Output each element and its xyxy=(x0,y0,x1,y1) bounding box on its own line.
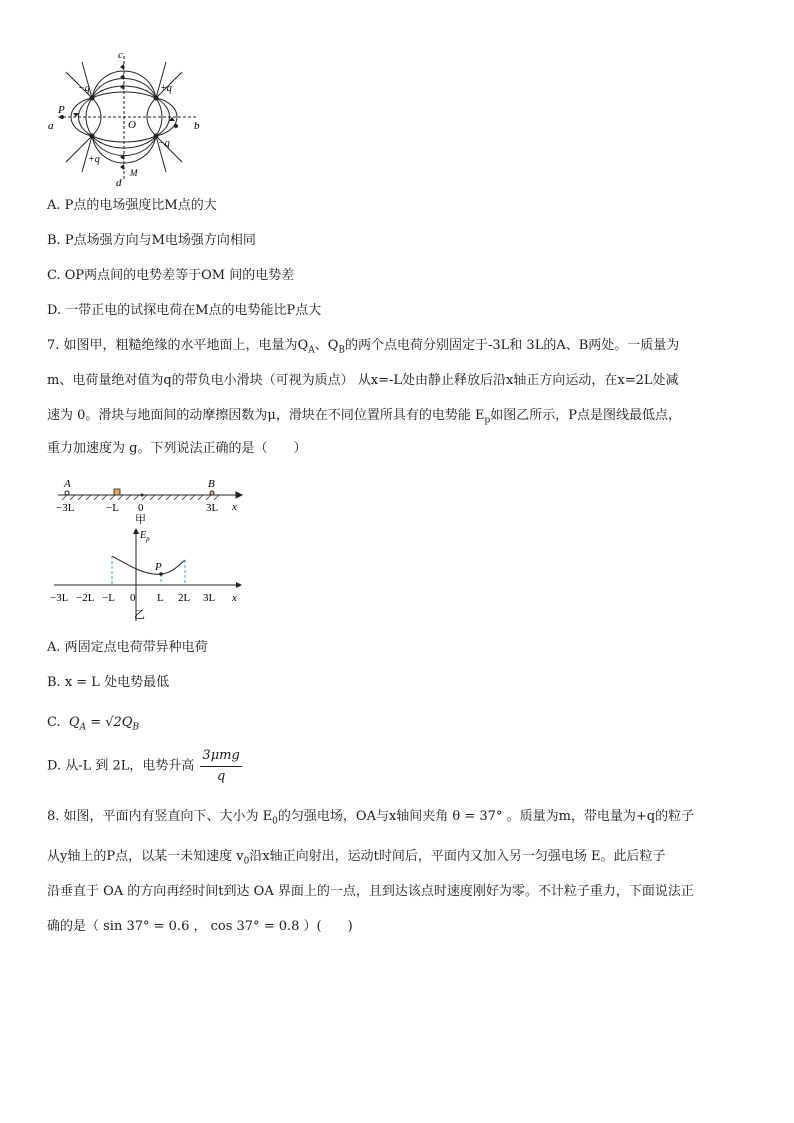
fig-yi-tick: 3L xyxy=(203,592,216,604)
fig-yi-axis-x: x xyxy=(232,592,237,604)
field-line-figure xyxy=(44,48,214,193)
label-q-br: −q xyxy=(158,138,170,149)
label-q-tr: +q xyxy=(160,83,172,94)
label-b: b xyxy=(194,120,200,132)
label-M: M xyxy=(130,168,138,178)
fig-yi-tick: 2L xyxy=(178,592,191,604)
fig-jia-tick: −L xyxy=(106,502,119,514)
q8-stem-line1: 8. 如图，平面内有竖直向下、大小为 $E_0$的匀强电场，OA与x轴间夹角 θ = 37° 。质量为m，带电量为+q的粒子 xyxy=(47,809,695,827)
fig-jia-label-A: A xyxy=(64,478,71,490)
q6-option-d: D. 一带正电的试探电荷在M点的电势能比P点大 xyxy=(47,303,322,318)
fig-jia-tick: −3L xyxy=(56,502,75,514)
figure-yi xyxy=(50,526,250,626)
fig-yi-tick: −2L xyxy=(76,592,95,604)
q7-option-d: D. 从-L 到 2L，电势升高 $\frac{\text{3μmg}}{q}$ xyxy=(47,746,242,787)
label-P: P xyxy=(58,104,65,116)
fig-jia-axis-x: x xyxy=(232,501,237,513)
q7-option-b: B. x = L 处电势最低 xyxy=(47,675,170,690)
q7-stem-line2: m、电荷量绝对值为q的带负电小滑块（可视为质点） 从x=-L处由静止释放后沿x轴正方向运动，在x=2L处减 xyxy=(47,373,679,388)
q7-stem-line3: 速为 0。滑块与地面间的动摩擦因数为μ，滑块在不同位置所具有的电势能 $E_p$如图乙所示，P点是图线最低点， xyxy=(47,408,681,426)
q7-stem-line1: 7. 如图甲，粗糙绝缘的水平地面上，电量为$Q_A$、$Q_B$的两个点电荷分别固定于-3L和 3L的A、B两处。一质量为 xyxy=(47,338,680,356)
label-q-tl: −q xyxy=(78,83,90,94)
q6-option-b: B. P点场强方向与M电场强方向相同 xyxy=(47,233,256,248)
label-d: d xyxy=(116,177,122,189)
label-a: a xyxy=(48,120,54,132)
q8-stem-line4: 确的是（ sin 37° = 0.6 ， cos 37° = 0.8 ）( ) xyxy=(47,919,353,934)
fig-yi-tick: 0 xyxy=(130,592,136,604)
figure-jia xyxy=(50,476,250,526)
fig-jia-tick: 0 xyxy=(138,502,144,514)
q7-option-c: C. $Q_A = √2Q_B$ xyxy=(47,715,140,733)
label-q-bl: +q xyxy=(88,154,100,165)
fraction: $\frac{\text{3μmg}}{q}$ xyxy=(202,748,240,784)
label-O: O xyxy=(128,119,136,131)
fig-jia-label-B: B xyxy=(208,478,215,490)
fig-jia-caption: 甲 xyxy=(135,514,146,526)
q6-option-c: C. OP两点间的电势差等于OM 间的电势差 xyxy=(47,268,295,283)
fig-jia-tick: 3L xyxy=(206,502,219,514)
fig-yi-axis-Ep: $E_p$ xyxy=(140,530,150,543)
fig-yi-tick: −L xyxy=(102,592,115,604)
q8-stem-line2: 从y轴上的P点，以某一未知速度 $v_0$沿x轴正向射出，运动t时间后，平面内又加入另一匀强电场 E。此后粒子 xyxy=(47,849,666,867)
q7-option-a: A. 两固定点电荷带异种电荷 xyxy=(47,640,208,655)
fig-yi-label-P: P xyxy=(155,561,162,573)
fig-yi-tick: L xyxy=(157,592,164,604)
q8-stem-line3: 沿垂直于 OA 的方向再经时间t到达 OA 界面上的一点，且到达该点时速度刚好为零。不计粒子重力，下面说法正 xyxy=(47,884,694,899)
q6-option-a: A. P点的电场强度比M点的大 xyxy=(47,198,217,213)
label-c: c xyxy=(118,49,123,61)
fig-yi-tick: −3L xyxy=(50,592,69,604)
q7-stem-line4: 重力加速度为 g。下列说法正确的是（ ） xyxy=(47,441,307,456)
fig-yi-caption: 乙 xyxy=(134,609,145,621)
